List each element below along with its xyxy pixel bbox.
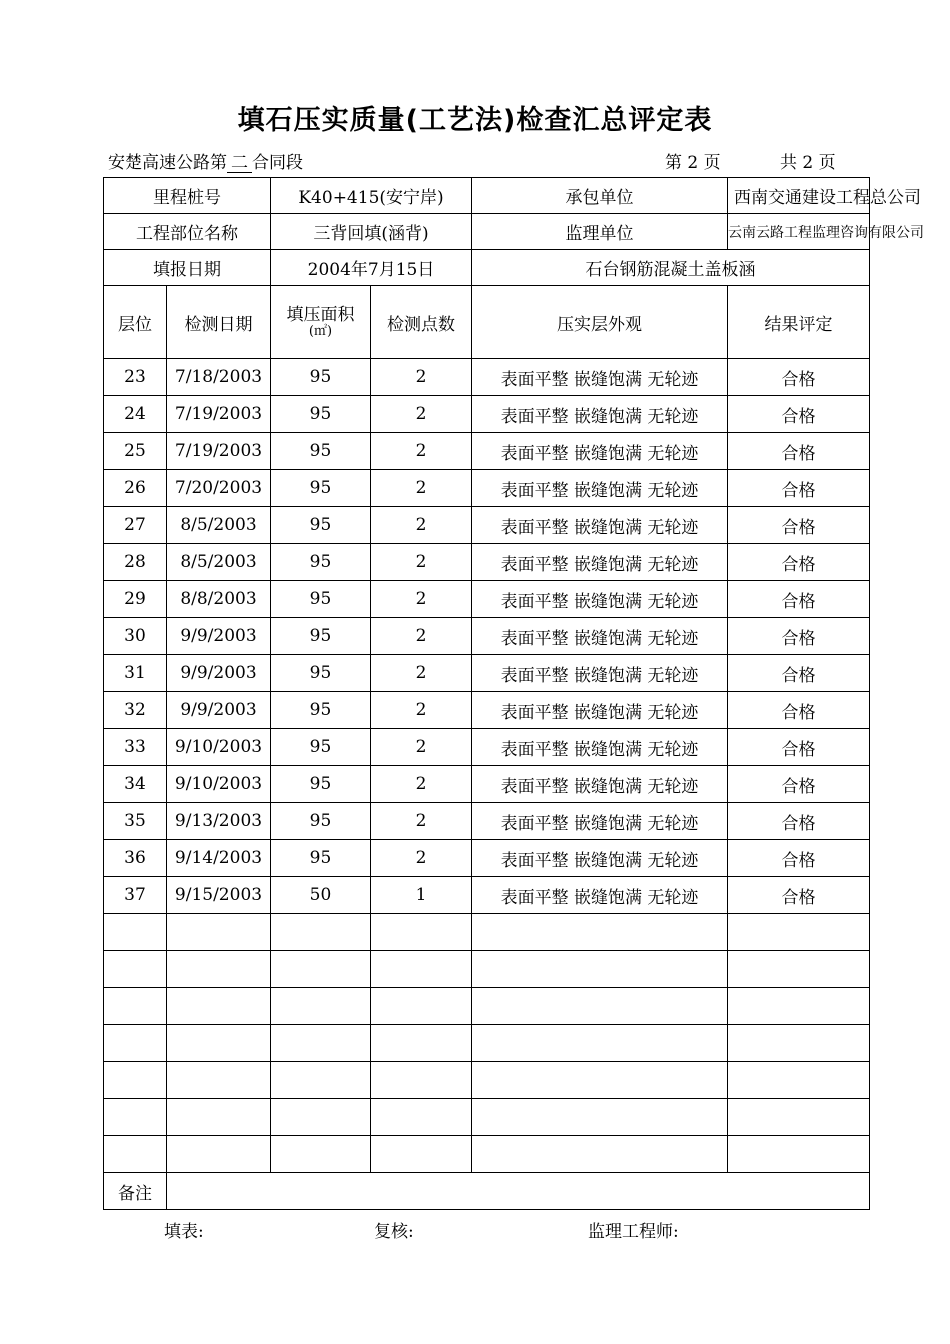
table-row [104,766,870,803]
cell-points: 2 [371,803,472,840]
empty-cell [104,914,167,951]
cell-layer: 29 [104,581,167,618]
empty-cell [472,1025,728,1062]
empty-cell [167,1062,271,1099]
cell-layer: 28 [104,544,167,581]
cell-result: 合格 [728,803,870,840]
cell-result: 合格 [728,433,870,470]
remarks-row [104,1173,870,1210]
table-row [104,581,870,618]
cell-layer: 30 [104,618,167,655]
cell-area: 95 [271,359,371,396]
empty-cell [271,1136,371,1173]
empty-cell [271,1062,371,1099]
empty-cell [472,988,728,1025]
empty-cell [271,1099,371,1136]
table-row [104,840,870,877]
cell-appearance: 表面平整 嵌缝饱满 无轮迹 [472,840,728,877]
empty-cell [472,1136,728,1173]
cell-result: 合格 [728,544,870,581]
cell-area: 95 [271,618,371,655]
cell-layer: 27 [104,507,167,544]
col-area-unit: (㎡) [308,324,333,339]
empty-cell [104,1062,167,1099]
cell-points: 2 [371,544,472,581]
cell-date: 7/19/2003 [167,433,271,470]
project-suffix: 合同段 [252,153,303,173]
cell-layer: 35 [104,803,167,840]
cell-area: 95 [271,840,371,877]
empty-cell [472,1062,728,1099]
empty-cell [271,1025,371,1062]
empty-cell [371,1025,472,1062]
cell-area: 95 [271,766,371,803]
cell-date: 9/10/2003 [167,766,271,803]
part-value: 三背回填(涵背) [271,214,472,250]
cell-points: 2 [371,655,472,692]
cell-points: 1 [371,877,472,914]
cell-appearance: 表面平整 嵌缝饱满 无轮迹 [472,544,728,581]
cell-date: 8/5/2003 [167,507,271,544]
cell-date: 7/18/2003 [167,359,271,396]
cell-area: 95 [271,507,371,544]
table-row [104,544,870,581]
page-title: 填石压实质量(工艺法)检查汇总评定表 [237,105,713,136]
cell-layer: 24 [104,396,167,433]
table-row [104,803,870,840]
cell-date: 9/9/2003 [167,655,271,692]
cell-points: 2 [371,396,472,433]
cell-area: 95 [271,544,371,581]
cell-appearance: 表面平整 嵌缝饱满 无轮迹 [472,433,728,470]
col-points: 检测点数 [371,286,472,359]
empty-cell [167,1025,271,1062]
cell-layer: 36 [104,840,167,877]
table-row [104,655,870,692]
cell-area: 50 [271,877,371,914]
empty-cell [167,1099,271,1136]
empty-cell [104,951,167,988]
cell-area: 95 [271,729,371,766]
empty-cell [167,988,271,1025]
empty-row [104,988,870,1025]
cell-appearance: 表面平整 嵌缝饱满 无轮迹 [472,581,728,618]
cell-appearance: 表面平整 嵌缝饱满 无轮迹 [472,396,728,433]
empty-cell [728,1136,870,1173]
empty-cell [472,1099,728,1136]
empty-row [104,1099,870,1136]
reviewer-signature: 复核: [374,1222,414,1242]
remarks-label: 备注 [104,1173,167,1210]
col-layer: 层位 [104,286,167,359]
page-current: 第 2 页 [665,153,721,173]
cell-date: 7/19/2003 [167,396,271,433]
empty-cell [371,914,472,951]
table-row [104,729,870,766]
empty-cell [271,988,371,1025]
cell-date: 9/13/2003 [167,803,271,840]
page-total: 共 2 页 [780,153,836,173]
col-appearance: 压实层外观 [472,286,728,359]
contractor-label: 承包单位 [472,178,728,214]
col-result: 结果评定 [728,286,870,359]
info-row-station [104,178,870,214]
empty-cell [371,988,472,1025]
cell-layer: 34 [104,766,167,803]
cell-area: 95 [271,655,371,692]
cell-area: 95 [271,470,371,507]
table-row [104,359,870,396]
empty-cell [472,951,728,988]
empty-row [104,1062,870,1099]
contract-number: 二 [227,154,252,173]
table-row [104,507,870,544]
cell-result: 合格 [728,692,870,729]
cell-area: 95 [271,803,371,840]
cell-result: 合格 [728,840,870,877]
project-line [108,148,303,173]
empty-row [104,951,870,988]
cell-result: 合格 [728,359,870,396]
empty-cell [728,951,870,988]
empty-cell [104,1136,167,1173]
cell-layer: 33 [104,729,167,766]
cell-date: 9/10/2003 [167,729,271,766]
empty-cell [371,1062,472,1099]
cell-area: 95 [271,692,371,729]
table-row [104,877,870,914]
part-label: 工程部位名称 [104,214,271,250]
empty-cell [104,1025,167,1062]
cell-result: 合格 [728,877,870,914]
col-date: 检测日期 [167,286,271,359]
cell-points: 2 [371,507,472,544]
info-row-part [104,214,870,250]
cell-result: 合格 [728,766,870,803]
cell-area: 95 [271,433,371,470]
cell-points: 2 [371,766,472,803]
col-area [271,286,371,359]
project-prefix: 安楚高速公路第 [108,153,227,173]
col-area-label: 填压面积 [286,305,355,325]
empty-cell [728,1099,870,1136]
table-row [104,470,870,507]
cell-date: 9/14/2003 [167,840,271,877]
cell-appearance: 表面平整 嵌缝饱满 无轮迹 [472,692,728,729]
cell-layer: 31 [104,655,167,692]
cell-appearance: 表面平整 嵌缝饱满 无轮迹 [472,766,728,803]
cell-result: 合格 [728,618,870,655]
inspection-table [103,177,925,1210]
empty-cell [371,1136,472,1173]
station-label: 里程桩号 [104,178,271,214]
info-row-date [104,250,870,286]
cell-appearance: 表面平整 嵌缝饱满 无轮迹 [472,507,728,544]
cell-points: 2 [371,433,472,470]
cell-layer: 32 [104,692,167,729]
station-value: K40+415(安宁岸) [271,178,472,214]
supervisor-label: 监理单位 [472,214,728,250]
cell-date: 7/20/2003 [167,470,271,507]
table-row [104,433,870,470]
empty-cell [167,914,271,951]
cell-appearance: 表面平整 嵌缝饱满 无轮迹 [472,618,728,655]
cell-layer: 26 [104,470,167,507]
empty-cell [271,914,371,951]
cell-layer: 23 [104,359,167,396]
cell-area: 95 [271,581,371,618]
cell-points: 2 [371,729,472,766]
cell-appearance: 表面平整 嵌缝饱满 无轮迹 [472,359,728,396]
cell-points: 2 [371,470,472,507]
cell-layer: 25 [104,433,167,470]
cell-result: 合格 [728,470,870,507]
cell-result: 合格 [728,507,870,544]
empty-cell [472,914,728,951]
cell-appearance: 表面平整 嵌缝饱满 无轮迹 [472,877,728,914]
column-header-row [104,286,870,359]
cell-appearance: 表面平整 嵌缝饱满 无轮迹 [472,470,728,507]
date-value: 2004年7月15日 [271,250,472,286]
empty-cell [728,1025,870,1062]
cell-result: 合格 [728,396,870,433]
empty-cell [371,1099,472,1136]
cell-date: 8/8/2003 [167,581,271,618]
supervisor-value: 云南云路工程监理咨询有限公司 [728,214,870,250]
empty-cell [728,914,870,951]
empty-cell [104,1099,167,1136]
empty-cell [167,1136,271,1173]
cell-points: 2 [371,359,472,396]
cell-date: 8/5/2003 [167,544,271,581]
cell-points: 2 [371,618,472,655]
cell-points: 2 [371,692,472,729]
cell-date: 9/15/2003 [167,877,271,914]
empty-cell [167,951,271,988]
cell-result: 合格 [728,655,870,692]
table-row [104,692,870,729]
cell-date: 9/9/2003 [167,618,271,655]
filler-signature: 填表: [164,1222,204,1242]
table-row [104,618,870,655]
engineer-signature: 监理工程师: [588,1222,679,1242]
remarks-value [167,1173,870,1210]
contractor-value: 西南交通建设工程总公司 [728,178,870,214]
cell-area: 95 [271,396,371,433]
empty-cell [728,988,870,1025]
empty-cell [271,951,371,988]
empty-cell [104,988,167,1025]
empty-row [104,1136,870,1173]
cell-appearance: 表面平整 嵌缝饱满 无轮迹 [472,729,728,766]
cell-points: 2 [371,581,472,618]
structure-value: 石台钢筋混凝土盖板涵 [472,250,870,286]
cell-points: 2 [371,840,472,877]
cell-appearance: 表面平整 嵌缝饱满 无轮迹 [472,803,728,840]
table-row [104,396,870,433]
empty-cell [371,951,472,988]
date-label: 填报日期 [104,250,271,286]
empty-row [104,914,870,951]
cell-result: 合格 [728,729,870,766]
cell-layer: 37 [104,877,167,914]
empty-cell [728,1062,870,1099]
empty-row [104,1025,870,1062]
cell-date: 9/9/2003 [167,692,271,729]
cell-appearance: 表面平整 嵌缝饱满 无轮迹 [472,655,728,692]
cell-result: 合格 [728,581,870,618]
